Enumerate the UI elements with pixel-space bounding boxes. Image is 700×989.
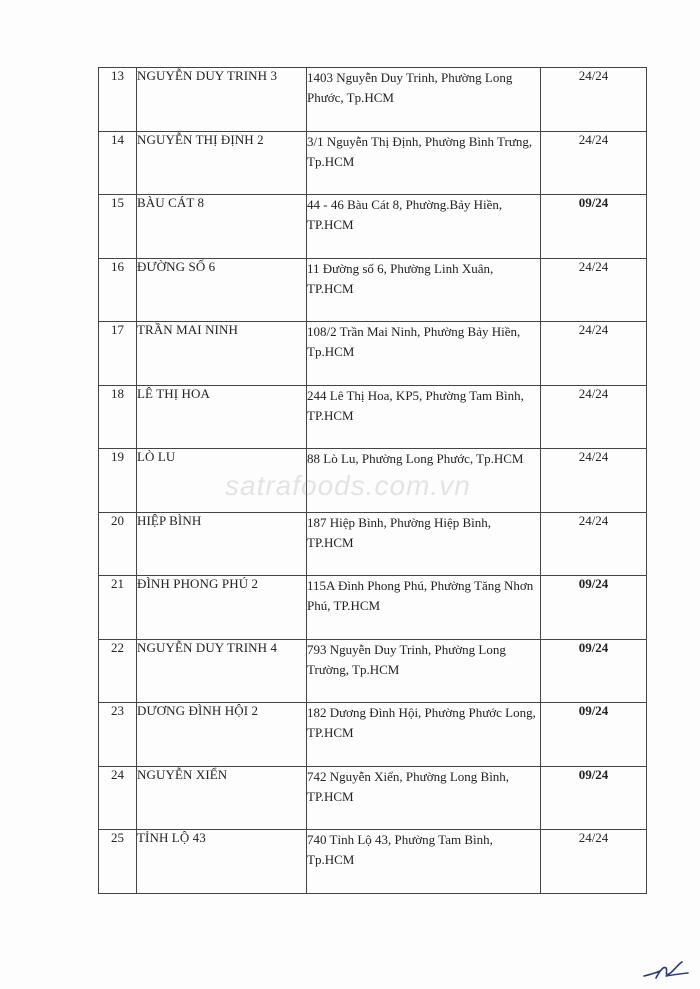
row-number: 17 [99, 322, 137, 386]
store-address: 88 Lò Lu, Phường Long Phước, Tp.HCM [307, 449, 541, 513]
table-row [99, 512, 647, 576]
table-row [99, 639, 647, 703]
table-row [99, 68, 647, 132]
opening-hours: 09/24 [541, 639, 647, 703]
store-address: 182 Dương Đình Hội, Phường Phước Long, TP.HCM [307, 703, 541, 767]
table-row [99, 766, 647, 830]
store-name: TỈNH LỘ 43 [137, 830, 307, 894]
store-name: ĐÌNH PHONG PHÚ 2 [137, 576, 307, 640]
store-address: 3/1 Nguyễn Thị Định, Phường Bình Trưng, Tp.HCM [307, 131, 541, 195]
store-name: TRẦN MAI NINH [137, 322, 307, 386]
row-number: 19 [99, 449, 137, 513]
store-name: NGUYỄN DUY TRINH 3 [137, 68, 307, 132]
row-number: 21 [99, 576, 137, 640]
opening-hours: 09/24 [541, 576, 647, 640]
row-number: 16 [99, 258, 137, 322]
store-address: 742 Nguyễn Xiển, Phường Long Bình, TP.HCM [307, 766, 541, 830]
store-name: LÒ LU [137, 449, 307, 513]
table-row [99, 449, 647, 513]
table-row [99, 195, 647, 259]
store-address: 1403 Nguyễn Duy Trinh, Phường Long Phước, Tp.HCM [307, 68, 541, 132]
watermark: satrafoods.com.vn [225, 470, 471, 501]
store-name: BÀU CÁT 8 [137, 195, 307, 259]
store-address: 244 Lê Thị Hoa, KP5, Phường Tam Bình, TP.HCM [307, 385, 541, 449]
store-list-table [98, 67, 647, 894]
table-row [99, 703, 647, 767]
table-row [99, 258, 647, 322]
store-name: ĐƯỜNG SỐ 6 [137, 258, 307, 322]
row-number: 22 [99, 639, 137, 703]
store-name: NGUYỄN THỊ ĐỊNH 2 [137, 131, 307, 195]
opening-hours: 24/24 [541, 131, 647, 195]
row-number: 25 [99, 830, 137, 894]
row-number: 13 [99, 68, 137, 132]
opening-hours: 24/24 [541, 830, 647, 894]
row-number: 24 [99, 766, 137, 830]
row-number: 14 [99, 131, 137, 195]
store-name: LÊ THỊ HOA [137, 385, 307, 449]
row-number: 23 [99, 703, 137, 767]
store-address: 108/2 Trần Mai Ninh, Phường Bảy Hiền, Tp.HCM [307, 322, 541, 386]
store-address: 187 Hiệp Bình, Phường Hiệp Bình, TP.HCM [307, 512, 541, 576]
opening-hours: 09/24 [541, 766, 647, 830]
table-row [99, 322, 647, 386]
row-number: 15 [99, 195, 137, 259]
store-name: HIỆP BÌNH [137, 512, 307, 576]
row-number: 18 [99, 385, 137, 449]
table-row [99, 576, 647, 640]
store-name: NGUYỄN DUY TRINH 4 [137, 639, 307, 703]
table-row [99, 385, 647, 449]
opening-hours: 24/24 [541, 322, 647, 386]
opening-hours: 09/24 [541, 195, 647, 259]
store-name: NGUYỄN XIỂN [137, 766, 307, 830]
signature-mark [642, 956, 690, 982]
opening-hours: 24/24 [541, 512, 647, 576]
store-name: DƯƠNG ĐÌNH HỘI 2 [137, 703, 307, 767]
store-address: 44 - 46 Bàu Cát 8, Phường.Bảy Hiền, TP.HCM [307, 195, 541, 259]
store-address: 11 Đường số 6, Phường Linh Xuân, TP.HCM [307, 258, 541, 322]
store-address: 115A Đình Phong Phú, Phường Tăng Nhơn Phú, TP.HCM [307, 576, 541, 640]
opening-hours: 24/24 [541, 258, 647, 322]
store-address: 740 Tỉnh Lộ 43, Phường Tam Bình, Tp.HCM [307, 830, 541, 894]
row-number: 20 [99, 512, 137, 576]
store-list-body [99, 68, 647, 894]
opening-hours: 09/24 [541, 703, 647, 767]
store-address: 793 Nguyễn Duy Trinh, Phường Long Trường, Tp.HCM [307, 639, 541, 703]
opening-hours: 24/24 [541, 68, 647, 132]
table-row [99, 830, 647, 894]
table-row [99, 131, 647, 195]
opening-hours: 24/24 [541, 449, 647, 513]
opening-hours: 24/24 [541, 385, 647, 449]
